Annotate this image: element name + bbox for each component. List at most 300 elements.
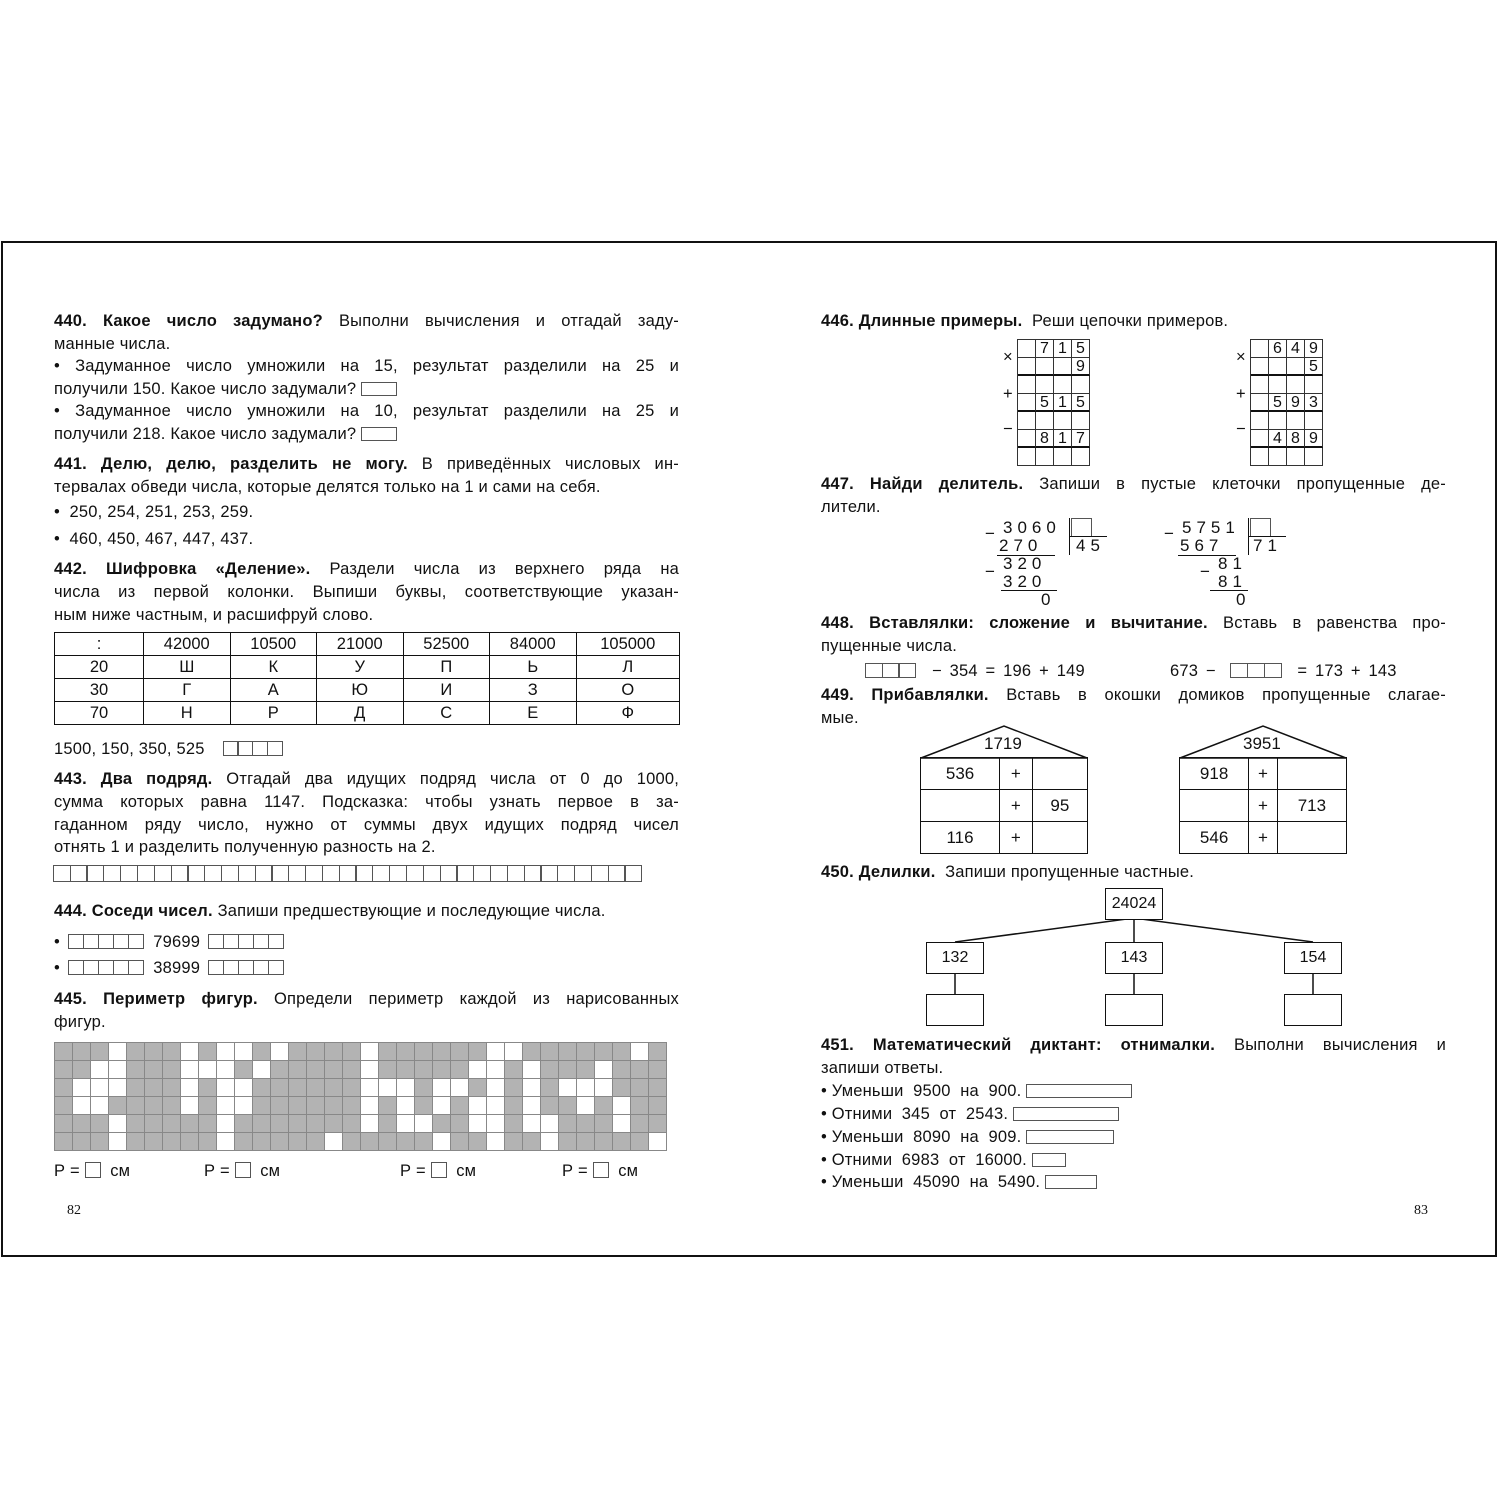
grid-cell xyxy=(451,1079,469,1097)
grid-cell xyxy=(289,1061,307,1079)
grid-cell xyxy=(649,1079,667,1097)
grid-cell xyxy=(595,1043,613,1061)
grid-cell xyxy=(343,1133,361,1151)
house-window[interactable] xyxy=(1032,758,1087,790)
grid-cell xyxy=(487,1097,505,1115)
grid-cell xyxy=(163,1043,181,1061)
task-440-line1: 440. Какое число задумано? Выполни вычисления и отгадай заду- xyxy=(54,312,679,330)
cipher-cell: Ю xyxy=(317,679,404,702)
grid-cell xyxy=(289,1097,307,1115)
grid-cell xyxy=(235,1115,253,1133)
task-449-line2: мые. xyxy=(821,709,859,727)
grid-cell xyxy=(343,1061,361,1079)
grid-cell xyxy=(325,1115,343,1133)
answer-cells[interactable] xyxy=(70,934,144,949)
answer-box[interactable] xyxy=(235,1162,251,1178)
grid-cell xyxy=(433,1133,451,1151)
page-number-left: 82 xyxy=(67,1203,81,1218)
grid-cell xyxy=(73,1061,91,1079)
grid-cell xyxy=(523,1079,541,1097)
grid-cell xyxy=(631,1061,649,1079)
answer-cell[interactable] xyxy=(591,865,609,882)
quotient-box[interactable] xyxy=(1284,994,1342,1026)
grid-cell xyxy=(505,1133,523,1151)
answer-cell[interactable] xyxy=(137,865,155,882)
grid-cell xyxy=(595,1097,613,1115)
grid-cell xyxy=(217,1043,235,1061)
grid-cell xyxy=(55,1061,73,1079)
grid-cell xyxy=(253,1097,271,1115)
answer-cells[interactable] xyxy=(210,934,284,949)
grid-cell xyxy=(343,1097,361,1115)
answer-cell[interactable] xyxy=(339,865,357,882)
page-number-right: 83 xyxy=(1414,1203,1428,1218)
grid-cell xyxy=(343,1115,361,1133)
quotient-box[interactable] xyxy=(1105,994,1163,1026)
grid-cell xyxy=(181,1061,199,1079)
grid-cell xyxy=(271,1079,289,1097)
grid-cell xyxy=(73,1043,91,1061)
grid-cell xyxy=(523,1097,541,1115)
answer-cell[interactable] xyxy=(406,865,424,882)
cipher-cell: Д xyxy=(317,702,404,725)
grid-cell xyxy=(145,1043,163,1061)
cipher-cell: 52500 xyxy=(403,633,490,656)
answer-cell[interactable] xyxy=(171,865,189,882)
dividend-box: 24024 xyxy=(1105,888,1163,920)
grid-cell xyxy=(505,1061,523,1079)
grid-cell xyxy=(145,1115,163,1133)
grid-cell xyxy=(271,1061,289,1079)
grid-cell xyxy=(433,1079,451,1097)
cipher-cell: А xyxy=(230,679,317,702)
answer-box[interactable] xyxy=(431,1162,447,1178)
grid-cell xyxy=(271,1115,289,1133)
grid-cell xyxy=(397,1043,415,1061)
grid-cell xyxy=(541,1061,559,1079)
grid-cell xyxy=(109,1115,127,1133)
task-440-line2: манные числа. xyxy=(54,335,171,353)
cipher-cell: Н xyxy=(144,702,231,725)
perimeter-answer-4: Р = см xyxy=(562,1162,639,1180)
divisor-box[interactable] xyxy=(1071,518,1092,537)
grid-cell xyxy=(505,1097,523,1115)
grid-cell xyxy=(91,1061,109,1079)
grid-cell xyxy=(361,1115,379,1133)
grid-cell xyxy=(577,1097,595,1115)
grid-cell xyxy=(469,1115,487,1133)
cipher-cell: Е xyxy=(490,702,577,725)
answer-cell[interactable] xyxy=(456,865,474,882)
answer-cell[interactable] xyxy=(154,865,172,882)
grid-cell xyxy=(451,1097,469,1115)
house-window[interactable] xyxy=(1032,822,1087,854)
grid-cell xyxy=(91,1043,109,1061)
grid-cell xyxy=(181,1133,199,1151)
answer-cell[interactable] xyxy=(221,865,239,882)
house-2: 918 + + 713 546 + xyxy=(1179,757,1347,854)
task-442-line1: 442. Шифровка «Деление». Раздели числа из верхнего ряда на xyxy=(54,560,680,578)
cipher-cell: 30 xyxy=(55,679,144,702)
answer-cell[interactable] xyxy=(86,865,104,882)
grid-cell xyxy=(307,1079,325,1097)
grid-cell xyxy=(199,1133,217,1151)
task-441-set2: • 460, 450, 467, 447, 437. xyxy=(54,530,254,548)
multiply-sign: × xyxy=(1236,348,1246,366)
grid-cell xyxy=(433,1115,451,1133)
equation-2: 673 − = 173 + 143 xyxy=(1170,662,1397,680)
task-444-line1: 444. Соседи чисел. Запиши предшествующие и последующие числа. xyxy=(54,902,606,920)
grid-cell xyxy=(505,1043,523,1061)
grid-cell xyxy=(595,1061,613,1079)
task-443-line4: отнять 1 и разделить полученную разность на 2. xyxy=(54,838,436,856)
grid-cell xyxy=(109,1043,127,1061)
grid-cell xyxy=(199,1079,217,1097)
grid-cell xyxy=(559,1043,577,1061)
perimeter-answer-1: Р = см xyxy=(54,1162,131,1180)
answer-box[interactable] xyxy=(1026,1084,1132,1098)
cipher-header-row xyxy=(55,633,680,656)
grid-cell xyxy=(397,1061,415,1079)
task-447-line1: 447. Найди делитель. Запиши в пустые клеточки пропущенные де- xyxy=(821,475,1446,493)
grid-cell xyxy=(217,1079,235,1097)
task-444-row1: • 79699 xyxy=(54,931,284,954)
grid-cell xyxy=(109,1079,127,1097)
answer-cell[interactable] xyxy=(624,865,642,882)
dictation-item: • Уменьши 9500 на 900. xyxy=(821,1080,1132,1103)
grid-cell xyxy=(145,1079,163,1097)
answer-cells[interactable] xyxy=(1231,663,1281,678)
grid-cell xyxy=(541,1097,559,1115)
grid-cell xyxy=(181,1043,199,1061)
minus-sign: − xyxy=(1236,420,1246,438)
answer-cell[interactable] xyxy=(120,865,138,882)
grid-cell xyxy=(55,1097,73,1115)
grid-cell xyxy=(127,1115,145,1133)
perimeter-figures-grid xyxy=(54,1042,667,1151)
grid-cell xyxy=(145,1097,163,1115)
house-window[interactable] xyxy=(1277,822,1346,854)
grid-cell xyxy=(595,1133,613,1151)
grid-cell xyxy=(541,1079,559,1097)
grid-cell xyxy=(199,1061,217,1079)
grid-cell xyxy=(181,1079,199,1097)
grid-cell xyxy=(181,1097,199,1115)
equation-1: − 354 = 196 + 149 xyxy=(866,660,1085,683)
perimeter-answer-3: Р = см xyxy=(400,1162,477,1180)
long-example-grid-1[interactable]: 7 1 5 9 5 1 5 8 1 7 xyxy=(1017,339,1090,466)
answer-cell[interactable] xyxy=(423,865,441,882)
dictation-item: • Уменьши 8090 на 909. xyxy=(821,1126,1114,1149)
grid-cell xyxy=(307,1133,325,1151)
grid-cell xyxy=(55,1043,73,1061)
grid-cell xyxy=(649,1133,667,1151)
long-example-grid-2[interactable]: 6 4 9 5 5 9 3 4 8 9 xyxy=(1250,339,1323,466)
grid-cell xyxy=(397,1115,415,1133)
grid-cell xyxy=(469,1079,487,1097)
dictation-item: • Отними 6983 от 16000. xyxy=(821,1149,1066,1172)
answer-cell[interactable] xyxy=(355,865,373,882)
grid-cell xyxy=(235,1079,253,1097)
task-440-bullet1: • Задуманное число умножили на 15, результат разделили на 25 и xyxy=(54,357,679,375)
grid-cell xyxy=(523,1115,541,1133)
grid-cell xyxy=(649,1043,667,1061)
quotient-box[interactable] xyxy=(926,994,984,1026)
cipher-cell: Ф xyxy=(576,702,680,725)
grid-cell xyxy=(469,1097,487,1115)
grid-cell xyxy=(613,1133,631,1151)
grid-cell xyxy=(199,1097,217,1115)
grid-cell xyxy=(361,1133,379,1151)
answer-cell[interactable] xyxy=(389,865,407,882)
cipher-cell: Л xyxy=(576,656,680,679)
answer-cell[interactable] xyxy=(322,865,340,882)
grid-cell xyxy=(217,1115,235,1133)
cipher-cell: 20 xyxy=(55,656,144,679)
answer-cell[interactable] xyxy=(271,865,289,882)
divisor-box: 154 xyxy=(1284,942,1342,974)
grid-cell xyxy=(145,1133,163,1151)
divisor-box: 143 xyxy=(1105,942,1163,974)
answer-cell[interactable] xyxy=(305,865,323,882)
grid-cell xyxy=(523,1133,541,1151)
grid-cell xyxy=(271,1133,289,1151)
perimeter-answer-2: Р = см xyxy=(204,1162,281,1180)
answer-cells[interactable] xyxy=(70,960,144,975)
grid-cell xyxy=(253,1079,271,1097)
grid-cell xyxy=(631,1079,649,1097)
grid-cell xyxy=(127,1043,145,1061)
grid-cell xyxy=(217,1133,235,1151)
answer-cell[interactable] xyxy=(187,865,205,882)
task-451-line2: запиши ответы. xyxy=(821,1059,944,1077)
divisor-box: 132 xyxy=(926,942,984,974)
task-442-line3: ным ниже частным, и расшифруй слово. xyxy=(54,606,374,624)
grid-cell xyxy=(649,1115,667,1133)
minus-sign: − xyxy=(1003,420,1013,438)
grid-cell xyxy=(559,1079,577,1097)
task-443-line2: сумма которых равна 1147. Подсказка: чтобы узнать первое в за- xyxy=(54,793,679,811)
grid-cell xyxy=(73,1115,91,1133)
task-447-line2: лители. xyxy=(821,498,881,516)
grid-cell xyxy=(73,1097,91,1115)
grid-cell xyxy=(91,1079,109,1097)
grid-cell xyxy=(73,1079,91,1097)
answer-cell[interactable] xyxy=(255,865,273,882)
grid-cell xyxy=(289,1115,307,1133)
grid-cell xyxy=(541,1115,559,1133)
answer-cell[interactable] xyxy=(238,865,256,882)
grid-cell xyxy=(109,1097,127,1115)
answer-cell[interactable] xyxy=(103,865,121,882)
cipher-cell: 84000 xyxy=(490,633,577,656)
answer-box[interactable] xyxy=(1013,1107,1119,1121)
grid-cell xyxy=(487,1061,505,1079)
grid-cell xyxy=(91,1115,109,1133)
cipher-cell: 42000 xyxy=(144,633,231,656)
answer-cell[interactable] xyxy=(372,865,390,882)
plus-sign: + xyxy=(1236,385,1246,403)
grid-cell xyxy=(325,1079,343,1097)
grid-cell xyxy=(55,1115,73,1133)
answer-box[interactable] xyxy=(1026,1130,1114,1144)
grid-cell xyxy=(235,1061,253,1079)
answer-cell[interactable] xyxy=(574,865,592,882)
task-441-line2: тервалах обведи числа, которые делятся только на 1 и сами на себя. xyxy=(54,478,601,496)
grid-cell xyxy=(631,1097,649,1115)
grid-cell xyxy=(307,1097,325,1115)
answer-cell[interactable] xyxy=(204,865,222,882)
answer-cell[interactable] xyxy=(608,865,626,882)
grid-cell xyxy=(379,1079,397,1097)
grid-cell xyxy=(361,1097,379,1115)
answer-box[interactable] xyxy=(361,382,397,396)
grid-cell xyxy=(415,1061,433,1079)
grid-cell xyxy=(163,1133,181,1151)
grid-cell xyxy=(433,1043,451,1061)
grid-cell xyxy=(253,1115,271,1133)
cipher-cell: Ь xyxy=(490,656,577,679)
grid-cell xyxy=(325,1133,343,1151)
answer-cell[interactable] xyxy=(288,865,306,882)
divisor-box[interactable] xyxy=(1250,518,1271,537)
grid-cell xyxy=(433,1061,451,1079)
answer-cell[interactable] xyxy=(53,865,71,882)
answer-box[interactable] xyxy=(85,1162,101,1178)
grid-cell xyxy=(379,1061,397,1079)
answer-cells[interactable] xyxy=(210,960,284,975)
grid-cell xyxy=(505,1115,523,1133)
grid-cell xyxy=(163,1097,181,1115)
grid-cell xyxy=(451,1043,469,1061)
grid-cell xyxy=(343,1043,361,1061)
grid-cell xyxy=(109,1061,127,1079)
task-444-row2: • 38999 xyxy=(54,957,284,980)
cipher-cell: З xyxy=(490,679,577,702)
cipher-cell: 105000 xyxy=(576,633,680,656)
grid-cell xyxy=(415,1115,433,1133)
answer-cell[interactable] xyxy=(507,865,525,882)
grid-cell xyxy=(559,1115,577,1133)
grid-cell xyxy=(613,1115,631,1133)
house-roof-value: 3951 xyxy=(1243,734,1281,753)
grid-cell xyxy=(343,1079,361,1097)
cipher-cell: У xyxy=(317,656,404,679)
grid-cell xyxy=(613,1043,631,1061)
grid-cell xyxy=(289,1043,307,1061)
grid-cell xyxy=(631,1043,649,1061)
cipher-cell: С xyxy=(403,702,490,725)
house-window[interactable] xyxy=(921,790,1000,822)
grid-cell xyxy=(379,1097,397,1115)
long-division-2: − 5751 567 71 − 81 81 0 xyxy=(1164,518,1294,610)
grid-cell xyxy=(631,1133,649,1151)
dictation-item: • Отними 345 от 2543. xyxy=(821,1103,1119,1126)
task-440-bullet1-end: получили 150. Какое число задумали? xyxy=(54,378,397,401)
cipher-table xyxy=(54,632,680,725)
cipher-cell: 21000 xyxy=(317,633,404,656)
grid-cell xyxy=(487,1043,505,1061)
grid-cell xyxy=(127,1061,145,1079)
grid-cell xyxy=(361,1043,379,1061)
answer-box[interactable] xyxy=(1032,1153,1066,1167)
house-window[interactable] xyxy=(1180,790,1249,822)
cipher-cell: И xyxy=(403,679,490,702)
grid-cell xyxy=(487,1133,505,1151)
grid-cell xyxy=(595,1115,613,1133)
task-449-line1: 449. Прибавлялки. Вставь в окошки домиков пропущенные слагае- xyxy=(821,686,1447,704)
grid-cell xyxy=(631,1115,649,1133)
grid-cell xyxy=(289,1133,307,1151)
cipher-row xyxy=(55,679,680,702)
grid-cell xyxy=(523,1061,541,1079)
grid-cell xyxy=(235,1043,253,1061)
grid-cell xyxy=(271,1043,289,1061)
answer-cell[interactable] xyxy=(440,865,458,882)
grid-cell xyxy=(559,1061,577,1079)
answer-box[interactable] xyxy=(593,1162,609,1178)
answer-box[interactable] xyxy=(361,427,397,441)
grid-cell xyxy=(271,1097,289,1115)
grid-cell xyxy=(379,1115,397,1133)
answer-cells[interactable] xyxy=(866,663,916,678)
house-roof-value: 1719 xyxy=(984,734,1022,753)
task-451-line1: 451. Математический диктант: отнималки. Выполни вычисления и xyxy=(821,1036,1446,1054)
grid-cell xyxy=(577,1115,595,1133)
grid-cell xyxy=(577,1043,595,1061)
answer-cell[interactable] xyxy=(557,865,575,882)
answer-cell[interactable] xyxy=(490,865,508,882)
grid-cell xyxy=(235,1097,253,1115)
grid-cell xyxy=(163,1079,181,1097)
grid-cell xyxy=(415,1079,433,1097)
grid-cell xyxy=(649,1061,667,1079)
cipher-cell: 10500 xyxy=(230,633,317,656)
cipher-cell: Р xyxy=(230,702,317,725)
plus-sign: + xyxy=(1003,385,1013,403)
grid-cell xyxy=(127,1097,145,1115)
grid-cell xyxy=(55,1133,73,1151)
grid-cell xyxy=(397,1079,415,1097)
grid-cell xyxy=(199,1115,217,1133)
grid-cell xyxy=(55,1079,73,1097)
task-443-line1: 443. Два подряд. Отгадай два идущих подряд числа от 0 до 1000, xyxy=(54,770,679,788)
answer-cell[interactable] xyxy=(540,865,558,882)
task-446-line1: 446. Длинные примеры. Реши цепочки примеров. xyxy=(821,312,1229,330)
answer-box[interactable] xyxy=(1045,1175,1097,1189)
answer-cell[interactable] xyxy=(524,865,542,882)
grid-cell xyxy=(361,1079,379,1097)
grid-cell xyxy=(433,1097,451,1115)
grid-cell xyxy=(217,1061,235,1079)
grid-cell xyxy=(91,1133,109,1151)
house-window[interactable] xyxy=(1277,758,1346,790)
grid-cell xyxy=(361,1061,379,1079)
task-445-line1: 445. Периметр фигур. Определи периметр каждой из нарисованных xyxy=(54,990,679,1008)
grid-cell xyxy=(307,1043,325,1061)
answer-cell[interactable] xyxy=(473,865,491,882)
cipher-row xyxy=(55,656,680,679)
cipher-cell: Ш xyxy=(144,656,231,679)
answer-cell[interactable] xyxy=(70,865,88,882)
grid-cell xyxy=(325,1061,343,1079)
answer-cells[interactable] xyxy=(224,741,283,756)
cipher-cell: О xyxy=(576,679,680,702)
grid-cell xyxy=(541,1043,559,1061)
grid-cell xyxy=(595,1079,613,1097)
answer-cell-row[interactable] xyxy=(54,865,642,882)
grid-cell xyxy=(289,1079,307,1097)
